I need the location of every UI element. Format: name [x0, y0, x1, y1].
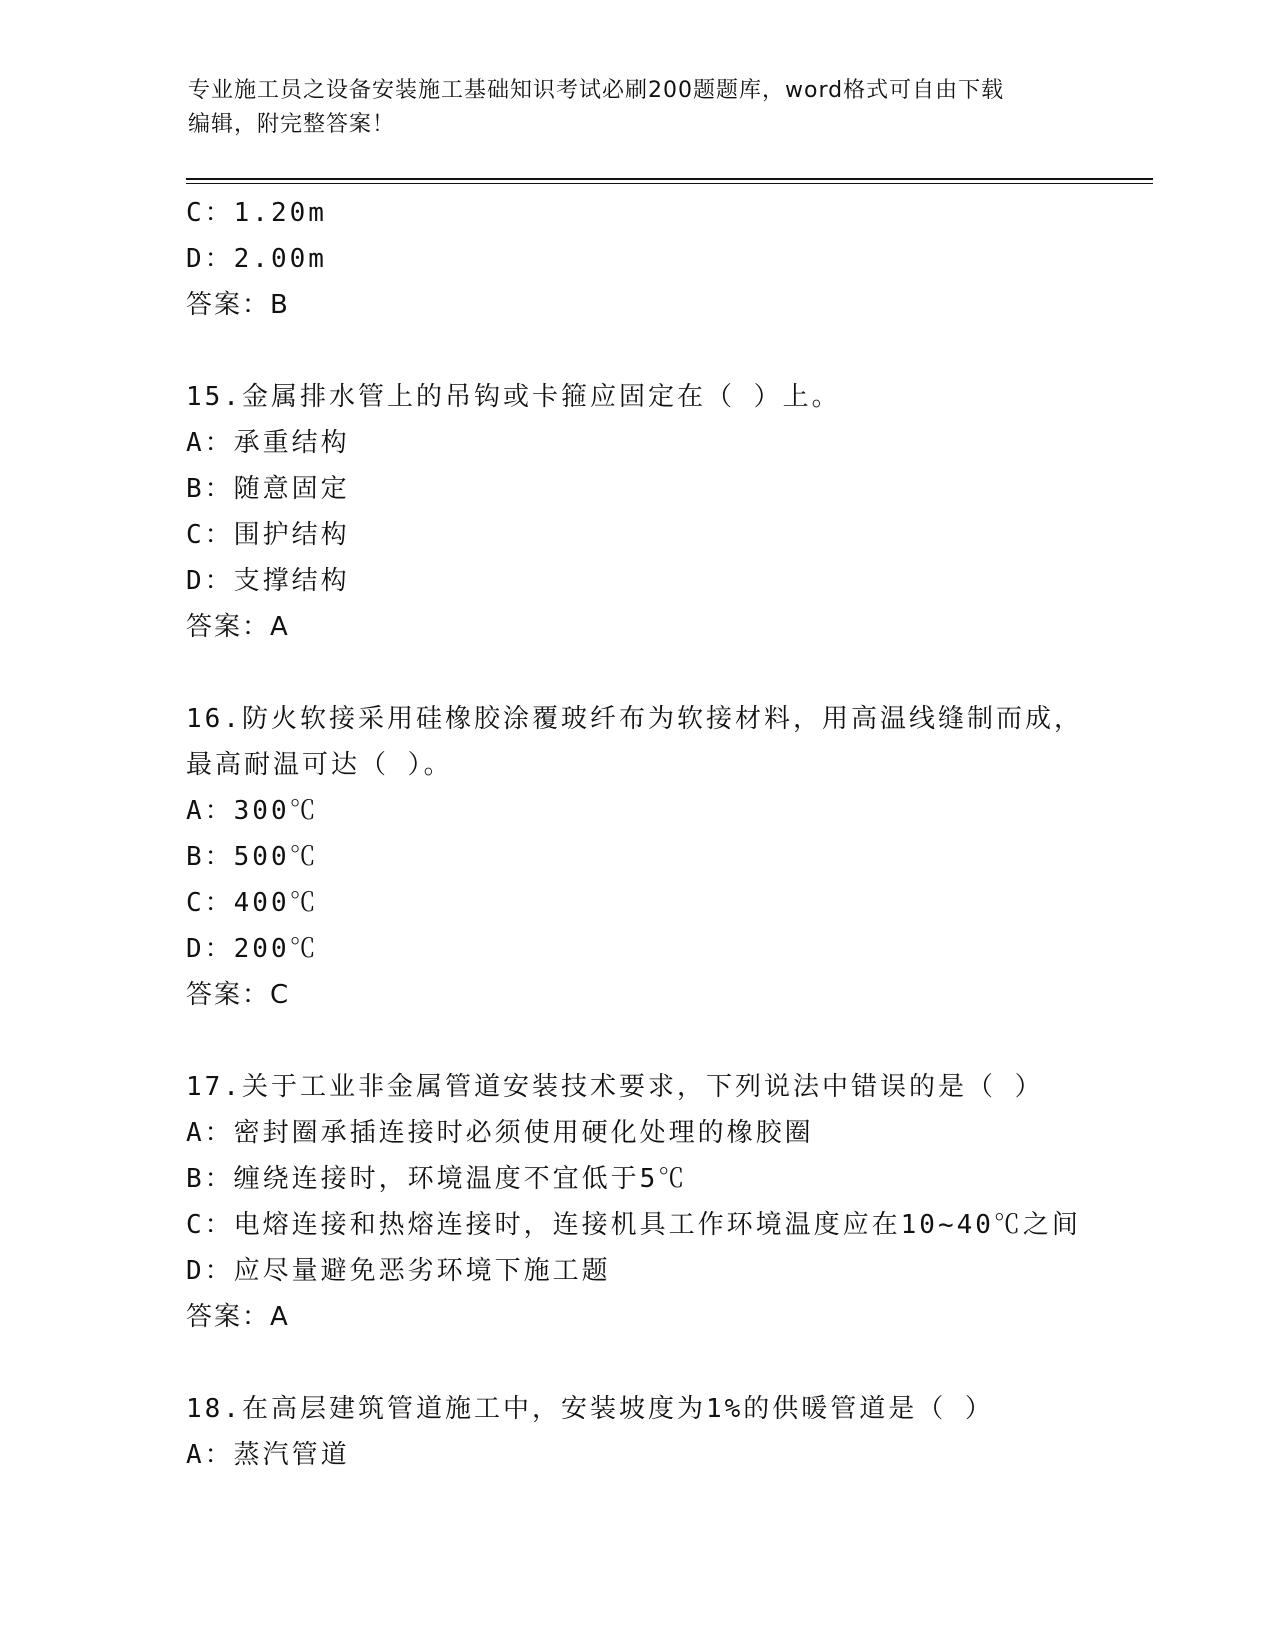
option-c: C：电熔连接和热熔连接时，连接机具工作环境温度应在10~40℃之间	[186, 1210, 1081, 1240]
question-list	[186, 190, 1146, 1478]
question-text-line2: 最高耐温可达（ ）。	[186, 750, 453, 780]
question-block-16	[186, 696, 1146, 1018]
header-title-line2: 编辑，附完整答案！	[188, 112, 396, 137]
header-divider-thick	[186, 178, 1153, 180]
question-text: 18.在高层建筑管道施工中，安装坡度为1%的供暖管道是（ ）	[186, 1394, 994, 1424]
option-c: C：400℃	[186, 888, 319, 918]
option-d: D：支撑结构	[186, 566, 350, 596]
spacer	[186, 1018, 1146, 1064]
question-text: 17.关于工业非金属管道安装技术要求，下列说法中错误的是（ ）	[186, 1072, 1044, 1102]
option-b: B：随意固定	[186, 474, 350, 504]
document-header	[188, 74, 1088, 142]
question-block-14	[186, 190, 1146, 328]
option-a: A：300℃	[186, 796, 319, 826]
question-text: 15.金属排水管上的吊钩或卡箍应固定在（ ）上。	[186, 382, 841, 412]
spacer	[186, 1340, 1146, 1386]
option-b: B：500℃	[186, 842, 319, 872]
spacer	[186, 328, 1146, 374]
option-d: D：应尽量避免恶劣环境下施工题	[186, 1256, 611, 1286]
answer-line: 答案：C	[186, 980, 291, 1010]
spacer	[186, 650, 1146, 696]
option-a: A：承重结构	[186, 428, 350, 458]
answer-line: 答案：A	[186, 612, 290, 642]
question-block-15	[186, 374, 1146, 650]
option-d: D：200℃	[186, 934, 319, 964]
option-a: A：蒸汽管道	[186, 1440, 350, 1470]
option-a: A：密封圈承插连接时必须使用硬化处理的橡胶圈	[186, 1118, 814, 1148]
option-c: C：1.20m	[186, 198, 327, 228]
option-c: C：围护结构	[186, 520, 350, 550]
question-block-18	[186, 1386, 1146, 1478]
answer-line: 答案：B	[186, 290, 290, 320]
header-title-line1: 专业施工员之设备安装施工基础知识考试必刷200题题库，word格式可自由下载	[188, 78, 1005, 103]
answer-line: 答案：A	[186, 1302, 290, 1332]
question-block-17	[186, 1064, 1146, 1340]
option-b: B：缠绕连接时，环境温度不宜低于5℃	[186, 1164, 688, 1194]
question-text-line1: 16.防火软接采用硅橡胶涂覆玻纤布为软接材料，用高温线缝制而成，	[186, 704, 1083, 734]
option-d: D：2.00m	[186, 244, 327, 274]
header-divider-thin	[186, 183, 1153, 184]
